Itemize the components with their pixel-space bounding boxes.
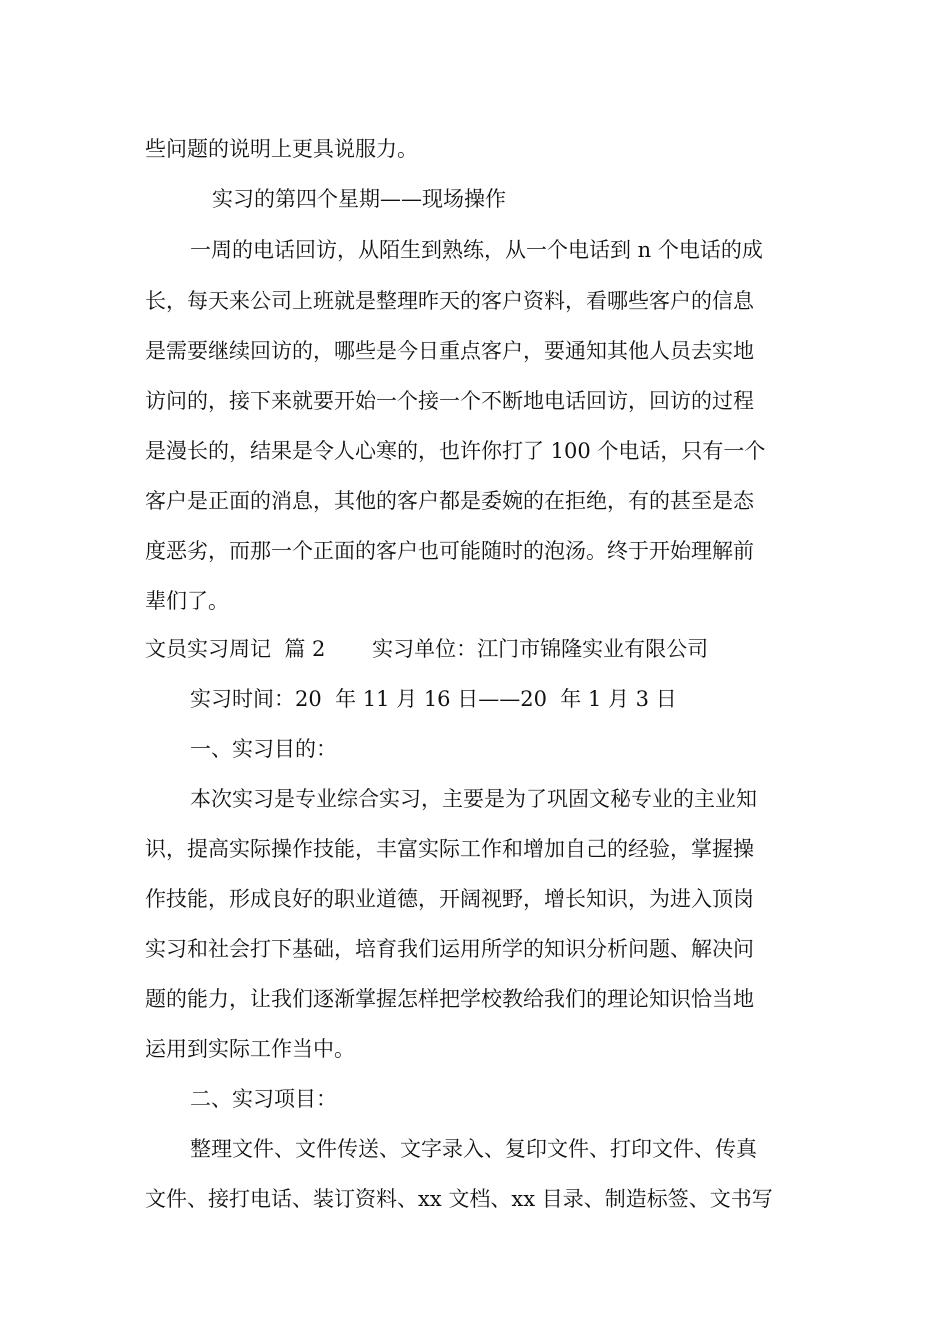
paragraph-line: 整理文件、文件传送、文字录入、复印文件、打印文件、传真 <box>190 1137 757 1161</box>
section-heading-week4: 实习的第四个星期——现场操作 <box>212 187 506 211</box>
article-title-line: 文员实习周记 篇 2 实习单位：江门市锦隆实业有限公司 <box>145 637 709 661</box>
section-heading-projects: 二、实习项目： <box>190 1087 337 1111</box>
paragraph-line: 辈们了。 <box>145 589 229 613</box>
paragraph-line: 运用到实际工作当中。 <box>145 1037 355 1061</box>
section-heading-purpose: 一、实习目的： <box>190 737 337 761</box>
paragraph-line: 长，每天来公司上班就是整理昨天的客户资料，看哪些客户的信息 <box>145 289 754 313</box>
internship-time-line: 实习时间：20 年 11 月 16 日——20 年 1 月 3 日 <box>190 687 677 711</box>
paragraph-line: 是需要继续回访的，哪些是今日重点客户，要通知其他人员去实地 <box>145 339 754 363</box>
paragraph-line: 一周的电话回访，从陌生到熟练，从一个电话到 n 个电话的成 <box>190 238 763 262</box>
paragraph-line: 本次实习是专业综合实习，主要是为了巩固文秘专业的主业知 <box>190 787 757 811</box>
paragraph-line: 访问的，接下来就要开始一个接一个不断地电话回访，回访的过程 <box>145 389 754 413</box>
paragraph-line: 识，提高实际操作技能，丰富实际工作和增加自己的经验，掌握操 <box>145 837 754 861</box>
paragraph-line: 作技能，形成良好的职业道德，开阔视野，增长知识，为进入顶岗 <box>145 887 754 911</box>
text-line-continuation: 些问题的说明上更具说服力。 <box>145 137 418 161</box>
paragraph-line: 实习和社会打下基础，培育我们运用所学的知识分析问题、解决问 <box>145 937 754 961</box>
paragraph-line: 度恶劣，而那一个正面的客户也可能随时的泡汤。终于开始理解前 <box>145 539 754 563</box>
paragraph-line: 客户是正面的消息，其他的客户都是委婉的在拒绝，有的甚至是态 <box>145 489 754 513</box>
paragraph-line: 题的能力，让我们逐渐掌握怎样把学校教给我们的理论知识恰当地 <box>145 987 754 1011</box>
paragraph-line: 是漫长的，结果是令人心寒的，也许你打了 100 个电话，只有一个 <box>145 439 766 463</box>
paragraph-line: 文件、接打电话、装订资料、xx 文档、xx 目录、制造标签、文书写 <box>145 1187 773 1211</box>
